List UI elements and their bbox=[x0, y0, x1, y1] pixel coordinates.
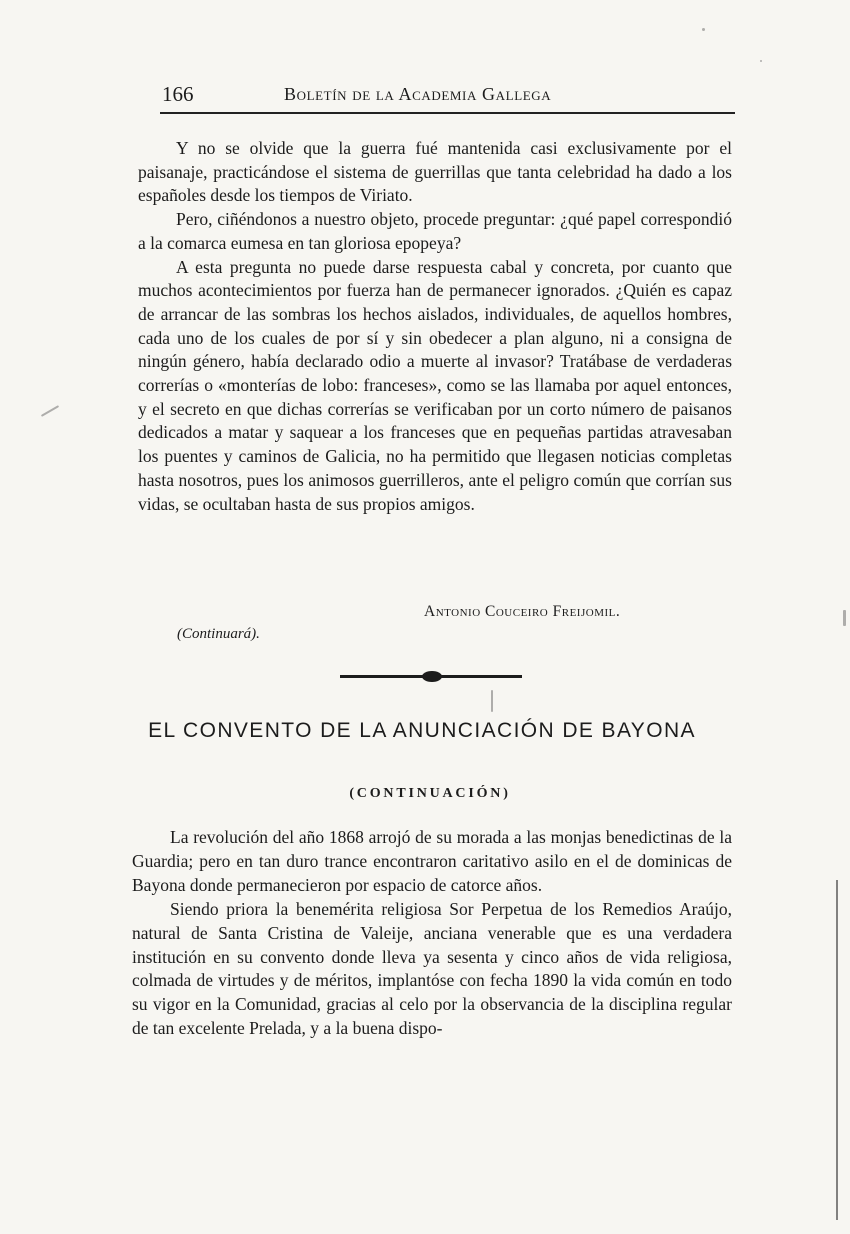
running-head: Boletín de la Academia Gallega bbox=[284, 84, 552, 104]
page-header bbox=[160, 82, 735, 114]
scan-speck bbox=[41, 405, 59, 417]
page-edge-shadow bbox=[836, 880, 838, 1220]
continued-note: (Continuará). bbox=[177, 626, 260, 642]
paragraph: A esta pregunta no puede darse respuesta cabal y concreta, por cuanto que muchos acontecimientos por fuerza han de permanecer ignorados. ¿Quién es capaz de arrancar de las sombras los hechos aislados, individuales, de aquellos hombres, cada uno de los cuales de por sí y sin obedecer a plan alguno, ni a consigna de ningún género, había declarado odio a muerte al invasor? Tratábase de verdaderas correrías o «monterías de lobo: franceses», como se las llamaba por aquel entonces, y el secreto en que dichas correrías se verificaban por un corto número de paisanos dedicados a matar y saquear a los franceses que en pequeñas partidas atravesaban los puentes y caminos de Galicia, no ha permitido que llegasen noticias completas hasta nosotros, pues los animosos guerrilleros, ante el peligro común que corrían sus vidas, se ocultaban hasta de sus propios amigos. bbox=[138, 256, 732, 514]
scan-speck bbox=[491, 690, 493, 712]
article-text bbox=[132, 826, 732, 1041]
separator-ornament bbox=[422, 671, 442, 682]
article-title: EL CONVENTO DE LA ANUNCIACIÓN DE BAYONA bbox=[148, 719, 696, 742]
paragraph: La revolución del año 1868 arrojó de su morada a las monjas benedictinas de la Guardia; pero en tan duro trance encontraron caritativo asilo en el de dominicas de Bayona donde permanecieron por espacio de catorce años. bbox=[132, 827, 732, 895]
paragraph: Siendo priora la benemérita religiosa Sor Perpetua de los Remedios Araújo, natural de Santa Cristina de Valeije, anciana venerable que es una verdadera institución en su convento donde lleva ya sesenta y cinco años de vida religiosa, colmada de virtudes y de méritos, implantóse con fecha 1890 la vida común en todo su vigor en la Comunidad, gracias al celo por la observancia de la disciplina regular de tan excelente Prelada, y a la buena dispo- bbox=[132, 898, 732, 1039]
scan-speck bbox=[702, 28, 705, 31]
previous-article-text bbox=[138, 137, 732, 516]
author-signature: Antonio Couceiro Freijomil. bbox=[424, 603, 621, 620]
page-number: 166 bbox=[162, 82, 194, 106]
scan-speck bbox=[843, 610, 846, 626]
paragraph: Pero, ciñéndonos a nuestro objeto, procede preguntar: ¿qué papel correspondió a la comarca eumesa en tan gloriosa epopeya? bbox=[138, 209, 732, 253]
paragraph: Y no se olvide que la guerra fué mantenida casi exclusivamente por el paisanaje, practicándose el sistema de guerrillas que tanta celebridad ha dado a los españoles desde los tiempos de Viriato. bbox=[138, 138, 732, 206]
scan-speck bbox=[760, 60, 762, 62]
article-subtitle: (CONTINUACIÓN) bbox=[349, 786, 511, 801]
